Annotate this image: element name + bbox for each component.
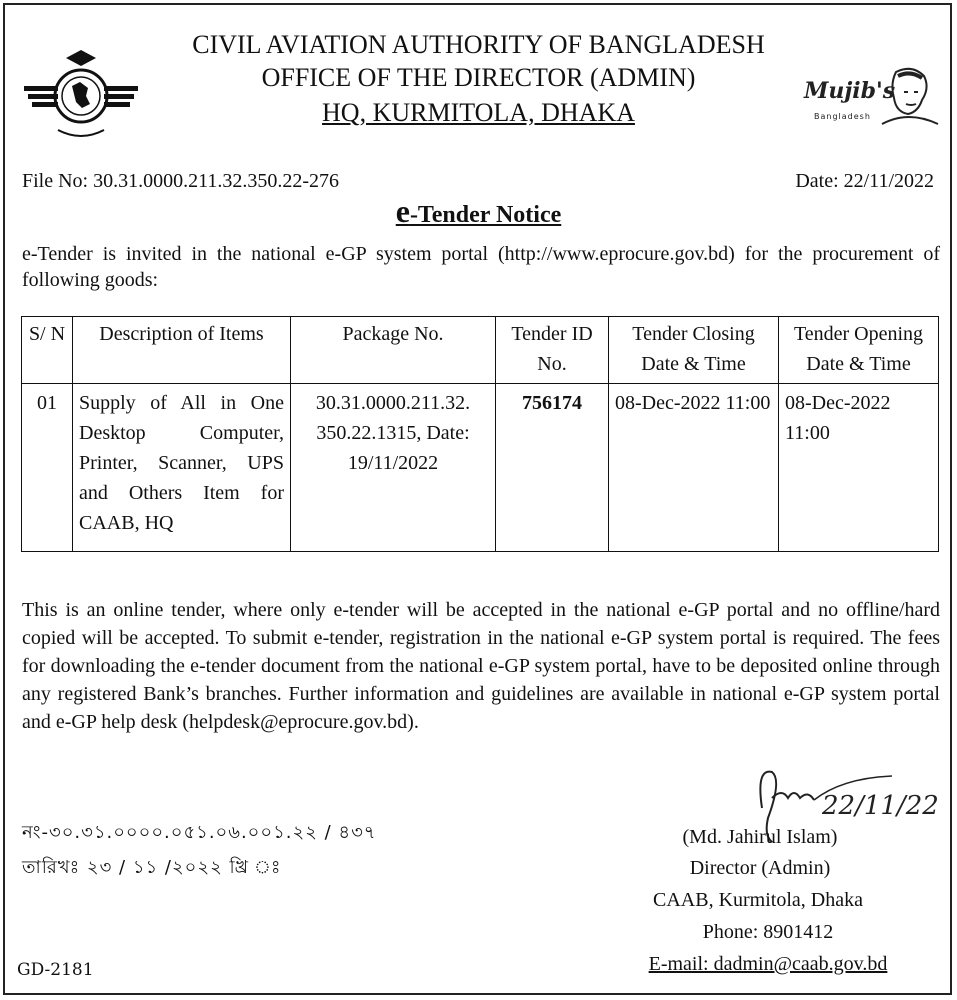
cell-opening: 08-Dec-2022 11:00 xyxy=(779,384,939,552)
office-address-text: HQ, KURMITOLA, DHAKA xyxy=(322,98,635,127)
signatory-email[interactable]: E-mail: dadmin@caab.gov.bd xyxy=(648,953,888,975)
mujibs-logo-sub: Bangladesh xyxy=(814,112,871,121)
cell-sn: 01 xyxy=(22,384,73,552)
cell-tender-id: 756174 xyxy=(496,384,609,552)
org-name: CIVIL AVIATION AUTHORITY OF BANGLADESH xyxy=(192,30,765,59)
notice-date: Date: 22/11/2022 xyxy=(795,170,934,192)
col-header-tender-id: Tender ID No. xyxy=(496,317,609,384)
bangla-date: তারিখঃ ২৩ / ১১ /২০২২ খ্রি ঃ xyxy=(22,857,282,878)
mujibs-logo-text: Mujib's xyxy=(804,78,896,104)
col-header-closing: Tender Closing Date & Time xyxy=(609,317,779,384)
notice-title-text: -Tender Notice xyxy=(409,202,562,228)
signatory-designation: Director (Admin) xyxy=(689,857,831,879)
signatory-name: (Md. Jahirul Islam) xyxy=(682,826,838,848)
cell-description: Supply of All in One Desktop Computer, Printer, Scanner, UPS and Others Item for CAAB, HQ xyxy=(73,384,291,552)
signatory-office: CAAB, Kurmitola, Dhaka xyxy=(653,889,863,911)
office-address xyxy=(0,98,957,128)
body-paragraph: This is an online tender, where only e-tender will be accepted in the national e-GP portal and no offline/hard copied will be accepted. To submit e-tender, registration in the national e-GP system portal is required. The fees for downloading the e-tender document from the national e-GP system portal, have to be deposited online through any registered Bank’s branches. Further information and guidelines are available in national e-GP system portal and e-GP help desk (helpdesk@eprocure.gov.bd). xyxy=(22,599,940,733)
col-header-sn: S/ N xyxy=(22,317,73,384)
caab-emblem-icon xyxy=(22,46,140,146)
file-number: File No: 30.31.0000.211.32.350.22-276 xyxy=(22,170,340,192)
signature-date: 22/11/22 xyxy=(822,791,939,821)
signatory-phone: Phone: 8901412 xyxy=(702,921,834,943)
tender-table xyxy=(21,316,939,552)
notice-title xyxy=(0,193,957,230)
notice-title-prefix: e xyxy=(395,193,410,229)
office-name: OFFICE OF THE DIRECTOR (ADMIN) xyxy=(261,63,696,92)
cell-closing: 08-Dec-2022 11:00 xyxy=(609,384,779,552)
cell-package: 30.31.0000.211.32. 350.22.1315, Date: 19/11/2022 xyxy=(291,384,496,552)
table-row xyxy=(22,384,939,552)
col-header-opening: Tender Opening Date & Time xyxy=(779,317,939,384)
col-header-package: Package No. xyxy=(291,317,496,384)
intro-paragraph: e-Tender is invited in the national e-GP system portal (http://www.eprocure.gov.bd) for the procurement of following goods: xyxy=(22,243,940,291)
bangla-memo-number: নং-৩০.৩১.০০০০.০৫১.০৬.০০১.২২ / ৪৩৭ xyxy=(22,822,377,843)
footer-code: GD-2181 xyxy=(17,960,94,980)
table-header-row xyxy=(22,317,939,384)
col-header-desc: Description of Items xyxy=(73,317,291,384)
